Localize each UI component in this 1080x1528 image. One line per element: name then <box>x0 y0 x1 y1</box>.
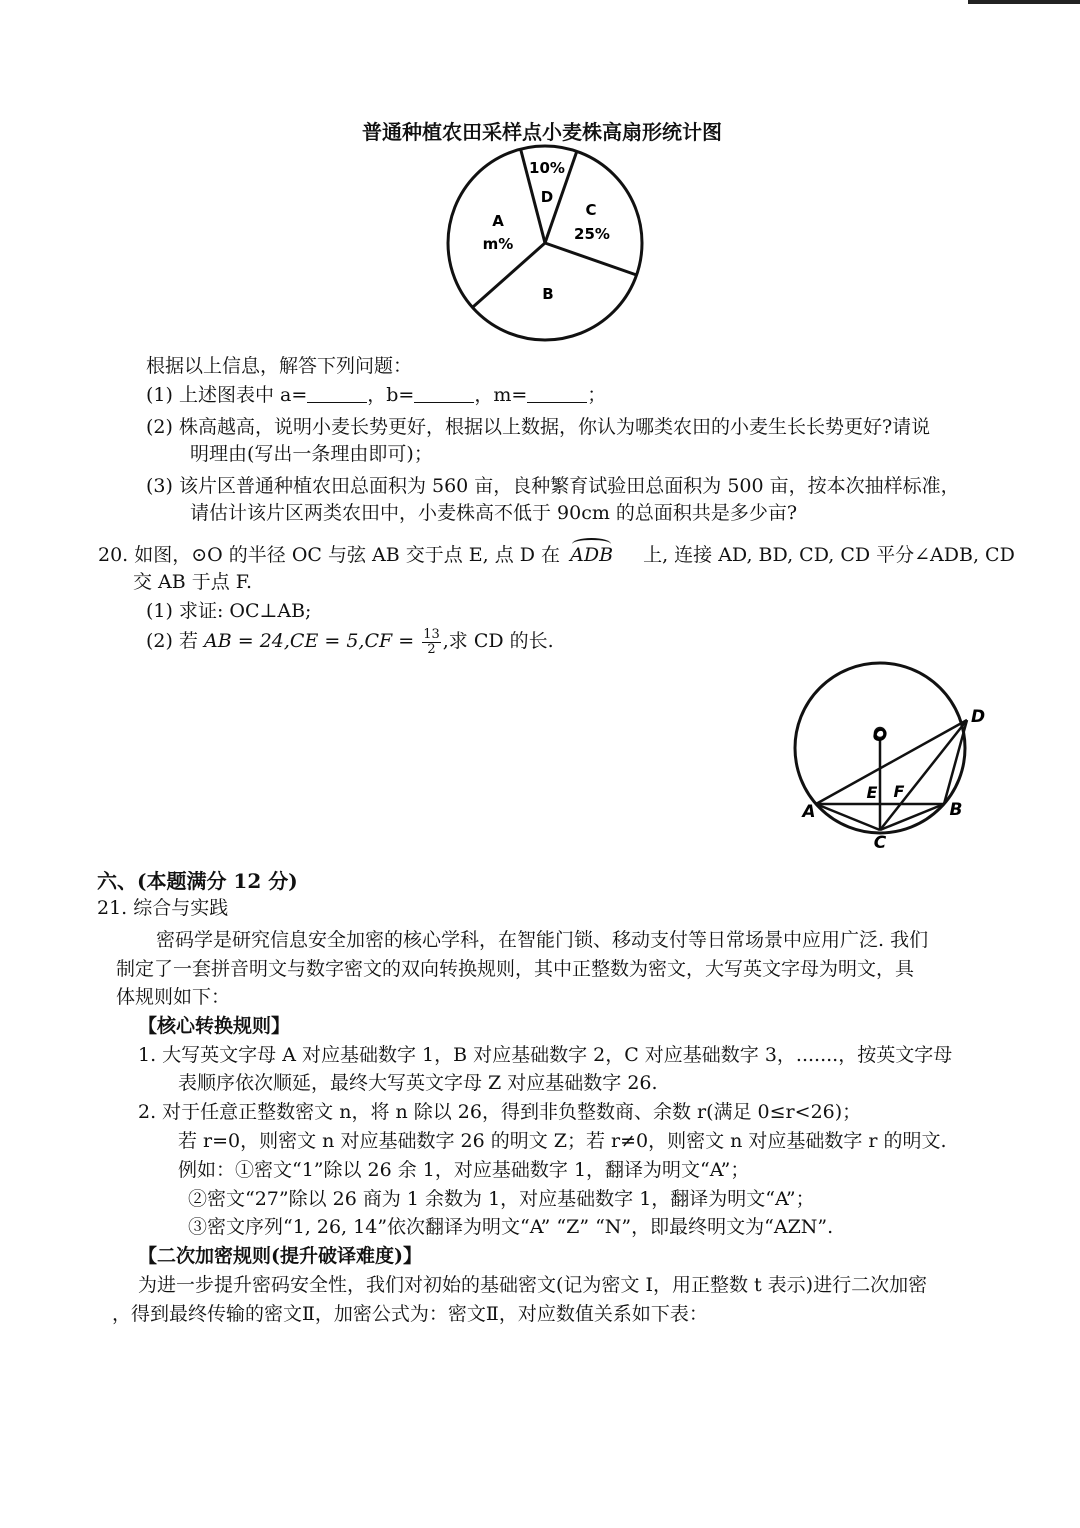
q20-part2-b: ,求 CD 的长. <box>442 630 554 652</box>
answer-blank-m <box>527 386 587 403</box>
label-c: C <box>873 833 887 853</box>
example-3: ③密文序列“1, 26, 14”依次翻译为明文“A” “Z” “N”，即最终明文为“AZN”. <box>188 1216 834 1238</box>
pie-chart <box>440 143 650 348</box>
rule1-line1: 1. 大写英文字母 A 对应基础数字 1，B 对应基础数字 2，C 对应基础数字 3，.......，按英文字母 <box>138 1044 953 1066</box>
q19-part2-line2: 明理由(写出一条理由即可)； <box>190 443 433 465</box>
example-1: 例如：①密文“1”除以 26 余 1，对应基础数字 1，翻译为明文“A”； <box>178 1159 750 1181</box>
slice-a-value: m% <box>482 235 514 253</box>
label-f: F <box>893 782 905 801</box>
slice-b-label: B <box>542 285 554 303</box>
pie-divider-cb <box>545 243 637 275</box>
q20-part1: (1) 求证: OC⊥AB; <box>146 600 312 622</box>
answer-blank-a <box>307 386 367 403</box>
label-o: O <box>872 726 888 746</box>
q19-part2-line1: (2) 株高越高，说明小麦长势更好，根据以上数据，你认为哪类农田的小麦生长长势更好?请说 <box>146 416 931 438</box>
example-2: ②密文“27”除以 26 商为 1 余数为 1，对应基础数字 1，翻译为明文“A”； <box>188 1188 815 1210</box>
q20-part2 <box>146 626 554 657</box>
label-d: D <box>970 707 986 727</box>
slice-c-value: 25% <box>574 225 610 243</box>
rule-heading: 【核心转换规则】 <box>138 1015 291 1037</box>
q19-part1-a: (1) 上述图表中 a= <box>146 384 308 406</box>
rule2-line1: 2. 对于任意正整数密文 n，将 n 除以 26，得到非负整数商、余数 r(满足 0≤r<26)； <box>138 1101 862 1123</box>
q21-title: 21. 综合与实践 <box>97 897 229 919</box>
label-e: E <box>866 783 878 802</box>
q19-part1 <box>146 380 606 407</box>
rule1-line2: 表顺序依次顺延，最终大写英文字母 Z 对应基础数字 26. <box>178 1072 658 1094</box>
slice-a-label: A <box>492 212 504 230</box>
arc-adb <box>570 544 613 566</box>
q19-intro: 根据以上信息，解答下列问题： <box>146 355 413 377</box>
circle-figure <box>790 660 1000 860</box>
segment-ad <box>816 720 967 804</box>
arc-mark <box>572 538 611 550</box>
slice-c-label: C <box>585 201 597 219</box>
q19-part3-line1: (3) 该片区普通种植农田总面积为 560 亩，良种繁育试验田总面积为 500 亩，按本次抽样标准， <box>146 475 960 497</box>
chart-title: 普通种植农田采样点小麦株高扇形统计图 <box>362 120 722 144</box>
q20-line1-a: 20. 如图，⊙O 的半径 OC 与弦 AB 交于点 E, 点 D 在 <box>98 544 561 566</box>
q20-line1 <box>98 540 1015 567</box>
q20-part2-math: AB = 24,CE = 5,CF = <box>204 630 415 652</box>
slice-d-label: D <box>540 188 554 206</box>
section-heading: 六、(本题满分 12 分) <box>97 869 298 893</box>
label-a: A <box>802 802 816 822</box>
q19-part1-m: ，m= <box>474 384 528 406</box>
q21-para1-line2: 制定了一套拼音明文与数字密文的双向转换规则，其中正整数为密文，大写英文字母为明文，具 <box>116 958 915 980</box>
q21-para2-line1: 为进一步提升密码安全性，我们对初始的基础密文(记为密文 I，用正整数 t 表示)进行二次加密 <box>138 1274 928 1296</box>
fraction-13-2 <box>422 628 441 657</box>
fraction-denominator: 2 <box>427 641 436 657</box>
q21-para1-line3: 体规则如下： <box>116 986 231 1008</box>
q20-line1-b: 上, 连接 AD, BD, CD, CD 平分∠ADB, CD <box>643 544 1015 566</box>
label-b: B <box>949 800 963 820</box>
q21-para1-line1: 密码学是研究信息安全加密的核心学科，在智能门锁、移动支付等日常场景中应用广泛. 我们 <box>156 929 929 951</box>
arc-label: ADB <box>570 544 614 566</box>
rule2-heading: 【二次加密规则(提升破译难度)】 <box>138 1245 422 1267</box>
answer-blank-b <box>414 386 474 403</box>
rule2-line2: 若 r=0，则密文 n 对应基础数字 26 的明文 Z；若 r≠0，则密文 n 对应基础数字 r 的明文. <box>178 1130 947 1152</box>
fraction-numerator: 13 <box>423 626 440 642</box>
q21-para2-line2: ，得到最终传输的密文Ⅱ，加密公式为：密文Ⅱ，对应数值关系如下表： <box>112 1303 708 1325</box>
q19-part1-end: ； <box>587 384 607 406</box>
q19-part3-line2: 请估计该片区两类农田中，小麦株高不低于 90cm 的总面积共是多少亩? <box>190 502 798 524</box>
slice-d-value: 10% <box>529 159 565 177</box>
q20-part2-a: (2) 若 <box>146 630 198 652</box>
q19-part1-b: ，b= <box>367 384 415 406</box>
top-edge-line <box>968 0 1080 4</box>
q20-line2: 交 AB 于点 F. <box>133 571 253 593</box>
